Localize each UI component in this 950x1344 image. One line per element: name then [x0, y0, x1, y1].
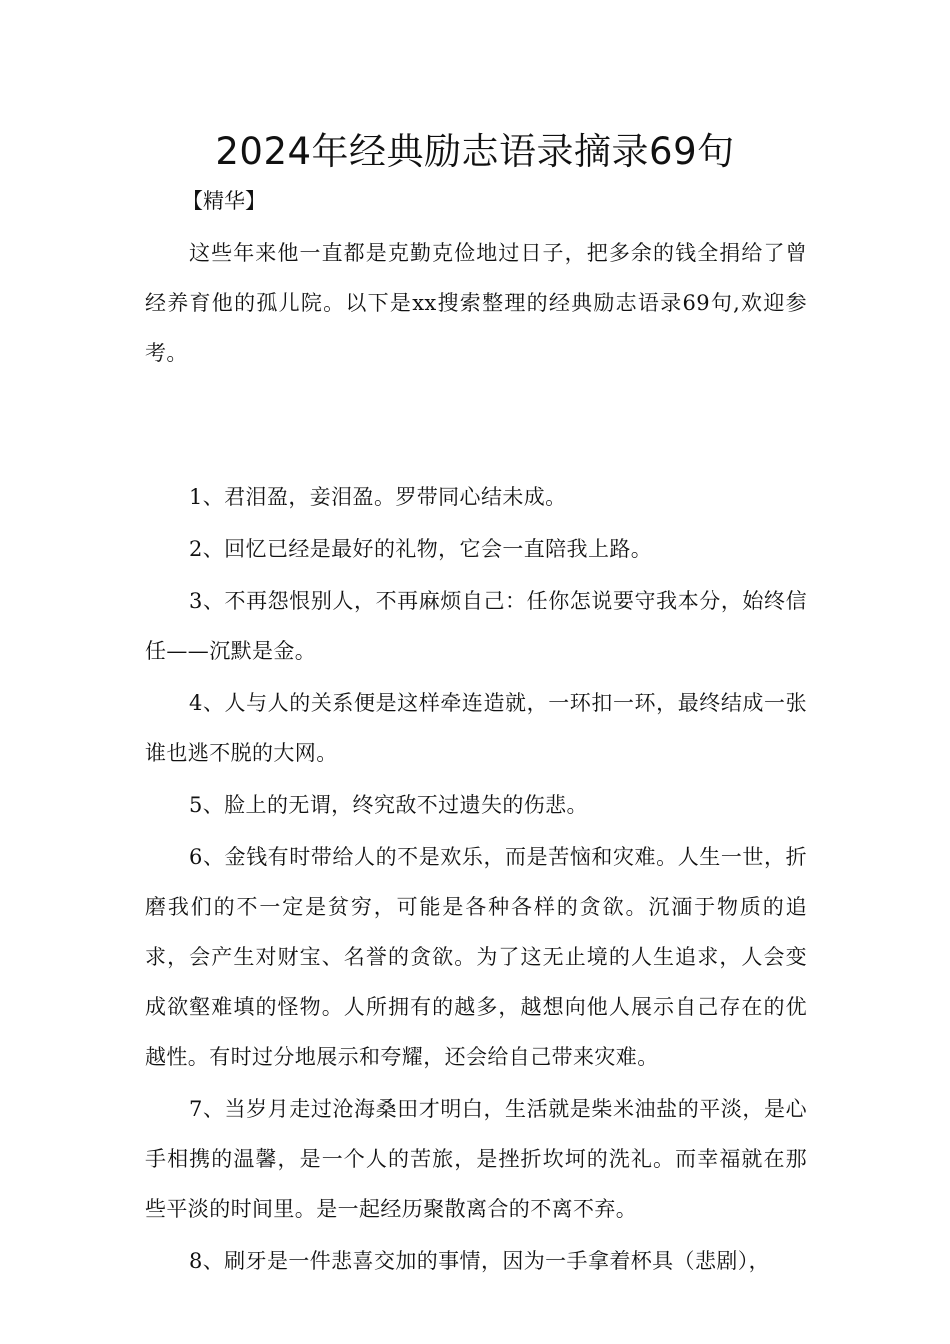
quote-item-7: 7、当岁月走过沧海桑田才明白，生活就是柴米油盐的平淡，是心手相携的温馨，是一个人的苦旅，是挫折坎坷的洗礼。而幸福就在那些平淡的时间里。是一起经历聚散离合的不离不弃。 — [145, 1097, 807, 1221]
quote-item-5: 5、脸上的无谓，终究敌不过遗失的伤悲。 — [189, 793, 588, 817]
essence-tag: 【精华】 — [182, 189, 266, 213]
quote-item-3: 3、不再怨恨别人，不再麻烦自己：任你怎说要守我本分，始终信任——沉默是金。 — [145, 589, 807, 663]
quote-item-8: 8、刷牙是一件悲喜交加的事情，因为一手拿着杯具（悲剧）， — [189, 1249, 771, 1273]
quote-item-2: 2、回忆已经是最好的礼物，它会一直陪我上路。 — [189, 537, 653, 561]
document-title: 2024年经典励志语录摘录69句 — [215, 130, 735, 173]
document-body — [145, 228, 807, 1288]
quote-item-4: 4、人与人的关系便是这样牵连造就，一环扣一环，最终结成一张谁也逃不脱的大网。 — [145, 691, 807, 765]
intro-paragraph: 这些年来他一直都是克勤克俭地过日子，把多余的钱全捐给了曾经养育他的孤儿院。以下是xx搜索整理的经典励志语录69句,欢迎参考。 — [145, 241, 807, 365]
quote-item-1: 1、君泪盈，妾泪盈。罗带同心结未成。 — [189, 485, 567, 509]
quote-item-6: 6、金钱有时带给人的不是欢乐，而是苦恼和灾难。人生一世，折磨我们的不一定是贫穷，可能是各种各样的贪欲。沉湎于物质的追求，会产生对财宝、名誉的贪欲。为了这无止境的人生追求，人会变成欲壑难填的怪物。人所拥有的越多，越想向他人展示自己存在的优越性。有时过分地展示和夸耀，还会给自己带来灾难。 — [145, 845, 807, 1069]
paragraph-gap — [145, 380, 807, 472]
